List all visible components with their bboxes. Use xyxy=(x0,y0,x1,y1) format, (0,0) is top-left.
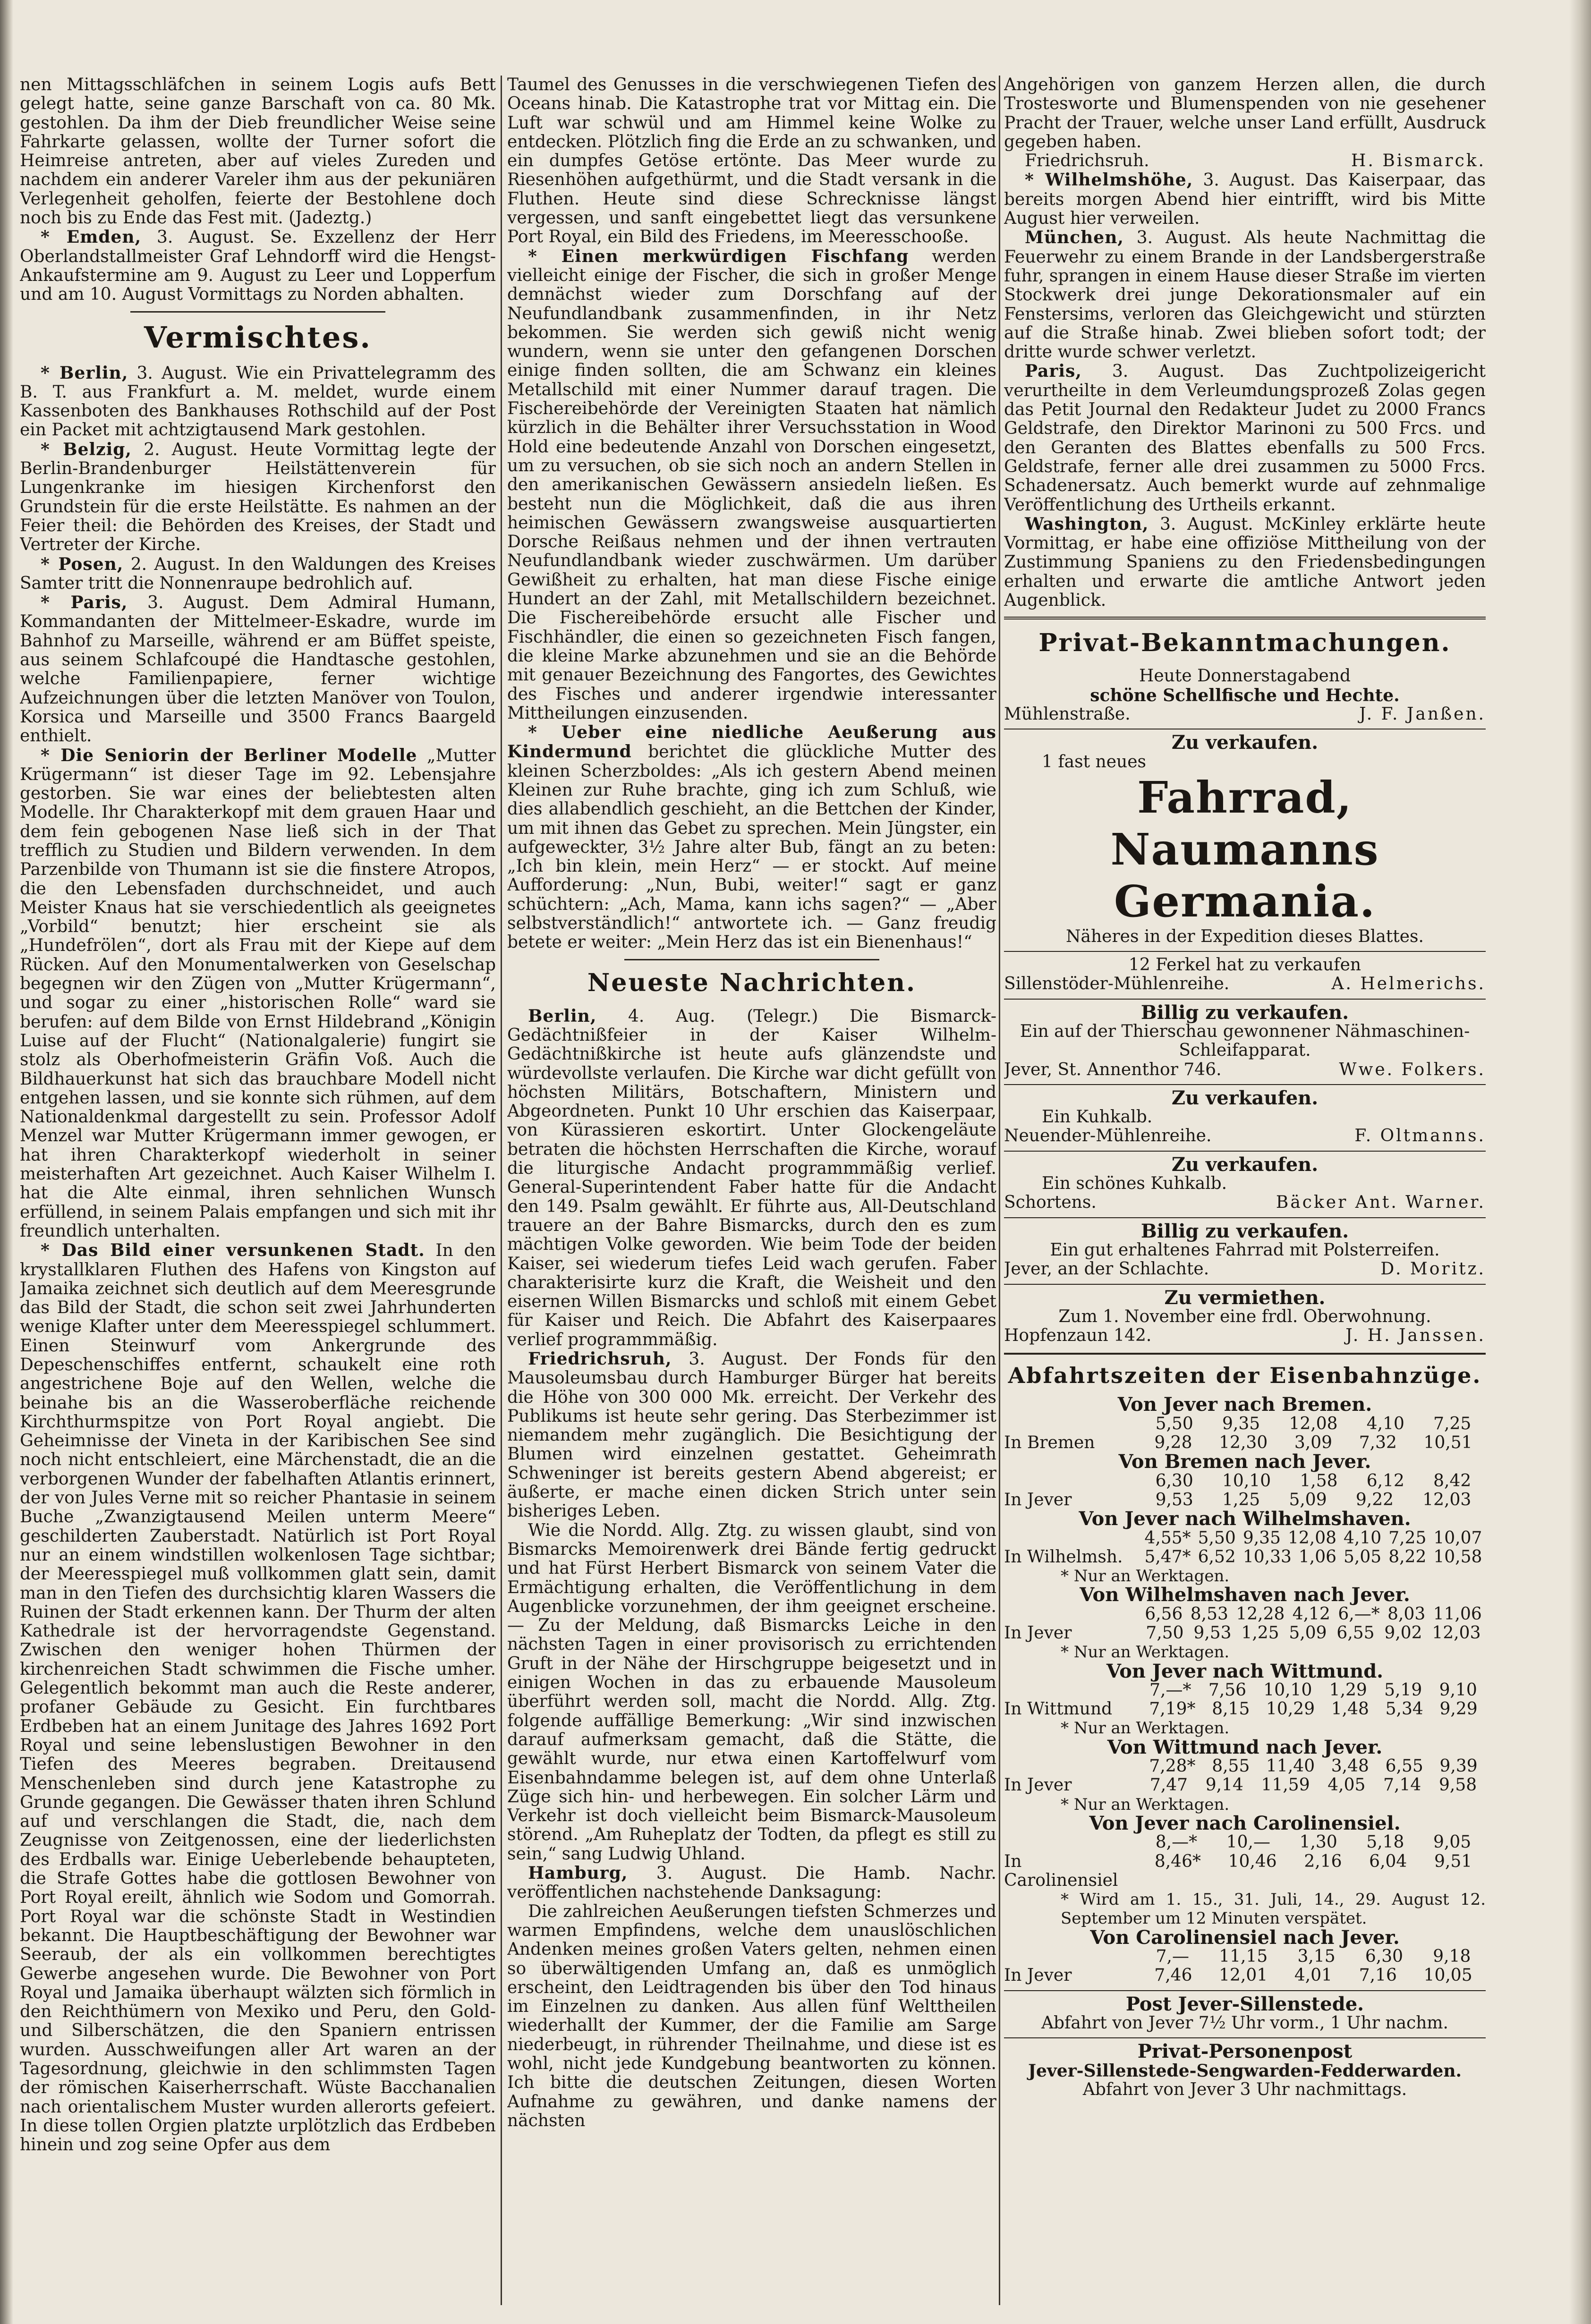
departure-time: 12,28 xyxy=(1236,1604,1285,1624)
departure-time: 7,50 xyxy=(1146,1623,1184,1643)
departure-time: 5,19 xyxy=(1384,1680,1422,1700)
dateline: * Posen, xyxy=(41,554,124,574)
row-label: In Jever xyxy=(1004,1490,1072,1510)
departure-time: 12,03 xyxy=(1432,1623,1481,1643)
signature-place: Friedrichsruh. xyxy=(1025,151,1149,171)
departure-time: 6,30 xyxy=(1365,1947,1403,1967)
section-divider xyxy=(624,959,879,960)
departure-time: 7,47 xyxy=(1149,1775,1188,1795)
departure-time: 10,46 xyxy=(1228,1851,1277,1871)
section-title-eisenbahn: Abfahrtszeiten der Eisenbahnzüge. xyxy=(1008,1363,1482,1389)
ad-divider xyxy=(1004,1990,1486,1991)
departure-time: 3,09 xyxy=(1294,1433,1333,1453)
departure-time: 8,42 xyxy=(1433,1471,1472,1491)
departure-time: 1,25 xyxy=(1222,1490,1260,1510)
timetable-row xyxy=(1004,1757,1486,1776)
ad-divider xyxy=(1004,1217,1486,1218)
article-seniorin: * Die Seniorin der Berliner Modelle „Mutter Krügermann“ ist dieser Tage im 92. Lebensjahre gestorben. Sie war eines der beliebtesten alten Modelle. Ihr Charakterkopf mit dem grauen Haar und dem fein gebogenen Nase ließ sich in der That trefflich zu Studien und Bildern verwenden. In dem Parzenbilde von Thumann ist sie die finstere Atropos, die den Lebensfaden durchschneidet, und auch Meister Knaus hat sie verschiedentlich als geeignetes „Vorbild“ benutzt; hier erscheint sie als „Hundefrölen“, dort als Frau mit der Kiepe auf dem Rücken. Auf den Monumentalwerken von Geselschap begegnen wir den Zügen von „Mutter Krügermann“, und sogar zu einer „historischen Rolle“ ward sie berufen: auf dem Bilde von Ernst Hildebrand „Königin Luise auf der Flucht“ (Nationalgalerie) fungirt sie stolz als Oberhofmeisterin Gräfin Voß. Auch die Bildhauerkunst hat sich das brauchbare Modell nicht entgehen lassen, und sie konnte sich rühmen, auf dem Nationaldenkmal dargestellt zu sein. Professor Adolf Menzel war Mutter Krügermann immer gewogen, er hat ihren Charakterkopf wiederholt in seiner meisterhaften Art gezeichnet. Auch Kaiser Wilhelm I. hat die Alte einmal, ihren sehnlichen Wunsch erfüllend, in seinem Palais empfangen und sich mit ihr freundlich unterhalten. xyxy=(20,745,496,1241)
departure-time: 5,50 xyxy=(1198,1528,1236,1548)
article-kindermund: * Ueber eine niedliche Aeußerung aus Kindermund berichtet die glückliche Mutter des kleinen Scherzboldes: „Als ich gestern Abend meinen Kleinen zur Ruhe brachte, ging ich zum Schluß, wie dies allabendlich geschieht, an die Bettchen der Kinder, um mit ihnen das Gebet zu sprechen. Mein Jüngster, ein aufgeweckter, 3½ Jahre alter Bub, fängt an zu beten: „Ich bin klein, mein Herz“ — er stockt. Auf meine Aufforderung: „Nun, Bubi, weiter!“ sagt er ganz schüchtern: „Ach, Mama, kann ichs sagen?“ — „Aber selbstverständlich!“ antwortete ich. — Ganz freudig betete er weiter: „Mein Herz das ist ein Bienenhaus!“ xyxy=(507,722,996,952)
timetable-row xyxy=(1004,1624,1486,1643)
departure-time: 1,25 xyxy=(1241,1623,1279,1643)
row-label xyxy=(1004,1757,1141,1776)
departure-time: 9,02 xyxy=(1384,1623,1422,1643)
row-label: In Jever xyxy=(1004,1966,1072,1985)
timetable-row xyxy=(1004,1605,1486,1624)
article-headline: * Ueber eine niedliche Aeußerung aus Kindermund xyxy=(507,722,996,762)
route-title: Von Jever nach Wittmund. xyxy=(1106,1660,1384,1682)
departure-time: 9,05 xyxy=(1433,1832,1472,1852)
timetable-row xyxy=(1004,1433,1486,1452)
departure-time: 11,40 xyxy=(1266,1756,1315,1776)
column-1 xyxy=(20,76,496,2305)
departure-time: 7,— xyxy=(1156,1947,1189,1967)
row-label: In Bremen xyxy=(1004,1433,1095,1453)
page-spine-shadow xyxy=(0,0,13,2324)
section-divider xyxy=(1004,617,1486,619)
row-label: In Wittmund xyxy=(1004,1699,1113,1719)
row-label: In Carolinensiel xyxy=(1004,1851,1118,1890)
ad-schellfische: Heute Donnerstagabend schöne Schellfische und Hechte. Mühlenstraße. J. F. Janßen. xyxy=(1004,666,1486,724)
article-headline: * Das Bild einer versunkenen Stadt. xyxy=(41,1240,425,1261)
departure-time: 10,51 xyxy=(1423,1433,1472,1453)
departure-time: 3,48 xyxy=(1331,1756,1369,1776)
departure-time: 9,51 xyxy=(1434,1851,1472,1871)
departure-time: 4,05 xyxy=(1327,1775,1366,1795)
route-note: * Nur an Werktagen. xyxy=(1061,1795,1230,1814)
article-versunkene-stadt: * Das Bild einer versunkenen Stadt. In den krystallklaren Fluthen des Hafens von Kingston auf Jamaika zeichnet sich deutlich auf dem Meeresgrunde das Bild der Stadt, die schon seit zwei Jahrhunderten wenige Klafter unter dem Meeresspiegel schlummert. Einen Steinwurf vom Ankergrunde des Depeschenschiffes entfernt, schaukelt eine roth angestrichene Boje auf den Wellen, welche die beinahe bis an die Wasseroberfläche reichende Kirchthurmspitze von Port Royal angiebt. Die Geheimnisse der Vineta in der Karibischen See sind noch nicht entschleiert, eine Märchenstadt, die an die verborgenen Wunder der fabelhaften Atlantis erinnert, der von Jules Verne mit so reicher Phantasie in seinem Buche „Zwanzigtausend Meilen unterm Meere“ geschilderten Zauberstadt. Natürlich ist Port Royal nur an einem windstillen wolkenlosen Tage sichtbar; der Meeresspiegel muß vollkommen glatt sein, damit man in den Tiefen des durchsichtig klaren Wassers die Ruinen der Stadt erkennen kann. Der Thurm der alten Kathedrale ist der hervorragendste Gegenstand. Zwischen den weniger hohen Thürmen der kirchenreichen Stadt schwimmen die Fische umher. Gelegentlich bekommt man auch die Reste anderer, profaner Gebäude zu Gesicht. Ein furchtbares Erdbeben hat an einem Junitage des Jahres 1692 Port Royal und seine lebenslustigen Bewohner in den Tiefen des Meeres begraben. Dreitausend Menschenleben sind durch jene Katastrophe zu Grunde gegangen. Die Gewässer thaten ihren Schlund auf und verschlangen die Stadt, die, nach dem Zeugnisse von Zeitgenossen, eine der liederlichsten des Erdballs war. Einige Ueberlebende behaupteten, die Strafe Gottes habe die gottlosen Bewohner von Port Royal ereilt, ähnlich wie Sodom und Gomorrah. Port Royal war die schönste Stadt in Westindien bekannt. Die Hauptbeschäftigung der Bewohner war Seeraub, der als ein vollkommen berechtigtes Gewerbe angesehen wurde. Die Bewohner von Port Royal und Jamaika überhaupt wälzten sich förmlich in den Reichthümern von Mexiko und Peru, den Gold- und Silberschätzen, die den Spaniern entrissen wurden. Ausschweifungen aller Art waren an der Tagesordnung, gleichwie in den schlimmsten Tagen der römischen Kaiserherrschaft. Wüste Bacchanalien nach orientalischem Muster wurden allerorts gefeiert. In diese tollen Orgien platzte urplötzlich das Erdbeben hinein und zog seine Opfer aus dem xyxy=(20,1240,496,2155)
dateline: * Belzig, xyxy=(41,439,132,459)
article-headline: * Die Seniorin der Berliner Modelle xyxy=(41,745,417,765)
row-label xyxy=(1004,1415,1141,1433)
departure-time: 9,14 xyxy=(1205,1775,1243,1795)
ad-divider xyxy=(1004,999,1486,1000)
departure-time: 7,19* xyxy=(1149,1699,1196,1719)
departure-time: 9,58 xyxy=(1438,1775,1477,1795)
departure-time: 1,06 xyxy=(1298,1547,1337,1567)
departure-time: 1,58 xyxy=(1300,1471,1338,1491)
departure-time: 5,18 xyxy=(1366,1832,1404,1852)
dateline: * Wilhelmshöhe, xyxy=(1025,170,1193,190)
ad-oberwohnung: Zu vermiethen. Zum 1. November eine frdl. Oberwohnung. Hopfenzaun 142. J. H. Janssen. xyxy=(1004,1286,1486,1346)
departure-time: 1,48 xyxy=(1331,1699,1369,1719)
ad-schleifapparat: Billig zu verkaufen. Ein auf der Thierschau gewonnener Nähmaschinen-Schleifapparat. Jever, St. Annenthor 746. Wwe. Folkers. xyxy=(1004,1001,1486,1079)
section-title-privat-bekanntmachungen: Privat-Bekanntmachungen. xyxy=(1038,628,1451,658)
departure-time: 6,04 xyxy=(1369,1851,1407,1871)
route-note: * Nur an Werktagen. xyxy=(1061,1567,1230,1586)
departure-time: 7,25 xyxy=(1388,1528,1427,1548)
departure-time: 4,55* xyxy=(1144,1528,1191,1548)
timetable-row xyxy=(1004,1776,1486,1795)
news-hamburg: Hamburg, 3. August. Die Hamb. Nachr. veröffentlichen nachstehende Danksagung: xyxy=(507,1863,996,1902)
ad-divider xyxy=(1004,1151,1486,1152)
news-paris: Paris, 3. August. Das Zuchtpolizeigericht verurtheilte in dem Verleumdungsprozeß Zolas gegen das Petit Journal den Redakteur Judet zu 2000 Francs Geldstrafe, den Direktor Marinoni zu 500 Frcs. und den Geranten des Blattes ebenfalls zu 500 Frcs. Geldstrafe, ferner alle drei zusammen zu 5000 Frcs. Schadenersatz. Auch bemerkt wurde auf zehnmalige Veröffentlichung des Urtheils erkannt. xyxy=(1004,361,1486,515)
departure-time: 7,56 xyxy=(1208,1680,1246,1700)
column-rule-2 xyxy=(999,76,1000,2305)
ad-divider xyxy=(1004,1284,1486,1285)
departure-time: 12,03 xyxy=(1422,1490,1472,1510)
departure-time: 9,53 xyxy=(1193,1623,1232,1643)
departure-time: 10,33 xyxy=(1242,1547,1292,1567)
departure-time: 12,30 xyxy=(1219,1433,1268,1453)
timetable-row xyxy=(1004,1852,1486,1891)
departure-time: 3,15 xyxy=(1297,1947,1336,1967)
ad-fahrrad-polster: Billig zu verkaufen. Ein gut erhaltenes Fahrrad mit Polsterreifen. Jever, an der Schlachte. D. Moritz. xyxy=(1004,1220,1486,1279)
departure-time: 11,59 xyxy=(1261,1775,1310,1795)
departure-time: 6,30 xyxy=(1155,1471,1193,1491)
dateline: * Berlin, xyxy=(41,363,128,383)
departure-time: 5,09 xyxy=(1289,1490,1327,1510)
departure-time: 10,— xyxy=(1226,1832,1270,1852)
timetable-row xyxy=(1004,1681,1486,1700)
row-label xyxy=(1004,1472,1141,1491)
dateline: Hamburg, xyxy=(528,1863,628,1883)
ad-divider xyxy=(1004,2037,1486,2038)
departure-time: 1,30 xyxy=(1299,1832,1337,1852)
departure-time: 2,16 xyxy=(1304,1851,1342,1871)
departure-time: 9,53 xyxy=(1155,1490,1193,1510)
route-title: Von Wilhelmshaven nach Jever. xyxy=(1080,1584,1410,1606)
article-headline: * Einen merkwürdigen Fischfang xyxy=(528,246,909,266)
departure-time: 9,35 xyxy=(1222,1414,1260,1433)
ad-fahrrad-germania: Zu verkaufen. 1 fast neues Fahrrad, Naumanns Germania. Näheres in der Expedition dieses Blattes. xyxy=(1042,731,1424,946)
departure-time: 9,18 xyxy=(1433,1947,1471,1967)
timetable-row xyxy=(1004,1700,1486,1719)
route-title: Von Jever nach Carolinensiel. xyxy=(1089,1812,1401,1834)
section-title-neueste-nachrichten: Neueste Nachrichten. xyxy=(587,968,917,997)
departure-time: 7,25 xyxy=(1433,1414,1472,1433)
danksagung-continuation: Angehörigen von ganzem Herzen allen, die durch Trostesworte und Blumenspenden von nie gesehener Pracht der Trauer, welche unser Land erfüllt, Ausdruck gegeben haben. xyxy=(1004,76,1486,152)
ad-divider xyxy=(1004,1084,1486,1085)
row-label xyxy=(1004,1605,1141,1624)
departure-time: 6,52 xyxy=(1198,1547,1236,1567)
row-label: In Wilhelmsh. xyxy=(1004,1547,1123,1567)
departure-time: 9,28 xyxy=(1154,1433,1192,1453)
row-label xyxy=(1004,1529,1141,1548)
route-title: Von Bremen nach Jever. xyxy=(1118,1450,1371,1473)
section-divider xyxy=(130,311,385,313)
departure-time: 5,05 xyxy=(1344,1547,1382,1567)
article-berlin: * Berlin, 3. August. Wie ein Privattelegramm des B. T. aus Frankfurt a. M. meldet, wurde einem Kassenboten des Bankhauses Rothschild auf der Post ein Packet mit achtzigtausend Mark gestohlen. xyxy=(20,363,496,440)
departure-time: 4,10 xyxy=(1366,1414,1404,1433)
departure-time: 7,32 xyxy=(1359,1433,1397,1453)
departure-time: 12,01 xyxy=(1219,1966,1268,1985)
article-belzig: * Belzig, 2. August. Heute Vormittag legte der Berlin-Brandenburger Heilstättenverein für Lungenkranke im hiesigen Kirchenforst den Grundstein für die erste Heilstätte. Es nahmen an der Feier theil: die Behörden des Kreises, der Stadt und Vertreter der Kirche. xyxy=(20,439,496,555)
dateline: Paris, xyxy=(1025,361,1082,382)
departure-time: 7,16 xyxy=(1359,1966,1397,1985)
post-jever-sillenstede: Post Jever-Sillenstede. Abfahrt von Jever 7½ Uhr vorm., 1 Uhr nachm. xyxy=(1041,1993,1448,2033)
timetable-row xyxy=(1004,1548,1486,1567)
departure-time: 1,29 xyxy=(1329,1680,1367,1700)
article-continuation: Taumel des Genusses in die verschwiegenen Tiefen des Oceans hinab. Die Katastrophe trat vor Mittag ein. Die Luft war schwül und am Himmel keine Wolke zu entdecken. Plötzlich fing die Erde an zu schwanken, und ein dumpfes Getöse ertönte. Das Meer wurde zu Riesenhöhen aufgethürmt, und die Stadt versank in die Fluthen. Heute sind diese Schrecknisse längst vergessen, und sanft eingebettet liegt das versunkene Port Royal, ein Bild des Friedens, im Meeresschooße. xyxy=(507,76,996,247)
ad-divider xyxy=(1004,951,1486,952)
column-3 xyxy=(1004,76,1486,2305)
ad-divider xyxy=(1004,1353,1486,1355)
ad-kuhkalb-1: Zu verkaufen. Ein Kuhkalb. Neuender-Mühlenreihe. F. Oltmanns. xyxy=(1004,1086,1486,1146)
departure-time: 6,56 xyxy=(1145,1604,1183,1624)
departure-time: 6,55 xyxy=(1336,1623,1375,1643)
article-posen: * Posen, 2. August. In den Waldungen des Kreises Samter tritt die Nonnenraupe bedrohlich auf. xyxy=(20,554,496,593)
news-muenchen: München, 3. August. Als heute Nachmittag die Feuerwehr zu einem Brande in der Landsbergerstraße fuhr, sprangen in einem Hause dieser Straße im vierten Stockwerk drei junge Dekorationsmaler auf ein Fenstersims, verloren das Gleichgewicht und stürzten auf die Straße hinab. Zwei blieben sofort todt; der dritte wurde schwer verletzt. xyxy=(1004,228,1486,362)
departure-time: 7,28* xyxy=(1149,1756,1196,1776)
departure-time: 6,55 xyxy=(1385,1756,1423,1776)
departure-time: 9,22 xyxy=(1355,1490,1394,1510)
route-title: Von Jever nach Wilhelmshaven. xyxy=(1079,1508,1411,1530)
dateline: * Paris, xyxy=(41,593,128,613)
dateline: München, xyxy=(1025,228,1124,248)
dateline: Friedrichsruh, xyxy=(528,1349,672,1369)
section-title-vermischtes: Vermischtes. xyxy=(144,320,372,355)
departure-time: 4,12 xyxy=(1292,1604,1330,1624)
row-label xyxy=(1004,1947,1141,1966)
departure-time: 5,34 xyxy=(1385,1699,1423,1719)
route-note: * Nur an Werktagen. xyxy=(1061,1719,1230,1738)
route-title: Von Wittmund nach Jever. xyxy=(1107,1736,1383,1758)
departure-time: 10,10 xyxy=(1222,1471,1271,1491)
ad-kuhkalb-2: Zu verkaufen. Ein schönes Kuhkalb. Schortens. Bäcker Ant. Warner. xyxy=(1004,1153,1486,1213)
timetable-row xyxy=(1004,1833,1486,1852)
departure-time: 10,05 xyxy=(1423,1966,1472,1985)
ad-ferkel: 12 Ferkel hat zu verkaufen Sillenstöder-Mühlenreihe. A. Helmerichs. xyxy=(1004,955,1486,994)
post-privat-personenpost: Privat-Personenpost Jever-Sillenstede-Sengwarden-Fedderwarden. Abfahrt von Jever 3 Uhr nachmittags. xyxy=(1028,2040,1462,2099)
departure-time: 8,03 xyxy=(1387,1604,1426,1624)
dateline: Washington, xyxy=(1025,514,1149,534)
departure-time: 8,15 xyxy=(1212,1699,1250,1719)
train-timetable xyxy=(1004,1395,1486,1985)
timetable-row xyxy=(1004,1529,1486,1548)
departure-time: 8,—* xyxy=(1155,1832,1198,1852)
departure-time: 8,55 xyxy=(1212,1756,1250,1776)
signature-name: H. Bismarck. xyxy=(1351,151,1486,171)
news-washington: Washington, 3. August. McKinley erklärte heute Vormittag, er habe eine offiziöse Mittheilung von der Zustimmung Spaniens zu den Friedensbedingungen erhalten und erwarte die amtliche Antwort jeden Augenblick. xyxy=(1004,514,1486,611)
departure-time: 5,09 xyxy=(1289,1623,1327,1643)
departure-time: 6,12 xyxy=(1366,1471,1404,1491)
departure-time: 8,46* xyxy=(1154,1851,1201,1871)
article-paris: * Paris, 3. August. Dem Admiral Humann, Kommandanten der Mittelmeer-Eskadre, wurde im Bahnhof zu Marseille, während er am Büffet speiste, aus seinem Schlafcoupé die Handtasche gestohlen, welche Familienpapiere, ferner wichtige Aufzeichnungen über die letzten Manöver von Toulon, Korsica und Marseille und 3500 Francs Baargeld enthielt. xyxy=(20,593,496,746)
departure-time: 7,46 xyxy=(1154,1966,1192,1985)
departure-time: 5,50 xyxy=(1155,1414,1193,1433)
signature-line xyxy=(1004,152,1486,170)
departure-time: 7,14 xyxy=(1383,1775,1421,1795)
departure-time: 12,08 xyxy=(1287,1528,1337,1548)
article-continuation: nen Mittagsschläfchen in seinem Logis aufs Bett gelegt hatte, seine ganze Barschaft von ca. 80 Mk. gestohlen. Da ihm der Dieb freundlicher Weise seine Fahrkarte gelassen, wollte der Turner sofort die Heimreise antreten, aber auf vieles Zureden und nachdem ein anderer Vareler ihm aus der pekuniären Verlegenheit geholfen, feierte der Bestohlene doch noch bis zu Ende das Fest mit. (Jadeztg.) xyxy=(20,76,496,228)
timetable-row xyxy=(1004,1472,1486,1491)
dateline: Berlin, xyxy=(528,1006,597,1026)
dateline: * Emden, xyxy=(41,227,142,247)
route-title: Von Jever nach Bremen. xyxy=(1117,1393,1372,1416)
departure-time: 11,06 xyxy=(1433,1604,1482,1624)
departure-time: 9,29 xyxy=(1439,1699,1478,1719)
column-rule-1 xyxy=(501,76,502,2305)
departure-time: 6,—* xyxy=(1338,1604,1380,1624)
row-label: In Jever xyxy=(1004,1623,1072,1643)
departure-time: 9,10 xyxy=(1439,1680,1477,1700)
row-label: In Jever xyxy=(1004,1775,1072,1795)
departure-time: 8,53 xyxy=(1190,1604,1228,1624)
news-wilhelmshoehe: * Wilhelmshöhe, 3. August. Das Kaiserpaar, das bereits morgen Abend hier eintrifft, wird bis Mitte August hier verweilen. xyxy=(1004,170,1486,229)
departure-time: 10,10 xyxy=(1263,1680,1312,1700)
departure-time: 10,29 xyxy=(1266,1699,1315,1719)
departure-time: 9,39 xyxy=(1439,1756,1478,1776)
departure-time: 7,—* xyxy=(1149,1680,1191,1700)
departure-time: 10,07 xyxy=(1433,1528,1482,1548)
article-emden: * Emden, 3. August. Se. Exzellenz der Herr Oberlandstallmeister Graf Lehndorff wird die Hengst-Ankaufstermine am 9. August zu Leer und Lopperfum und am 10. August Vormittags zu Norden abhalten. xyxy=(20,227,496,305)
timetable-row xyxy=(1004,1947,1486,1966)
news-nordd-ztg: Wie die Nordd. Allg. Ztg. zu wissen glaubt, sind von Bismarcks Memoirenwerk drei Bände fertig gedruckt und hat Fürst Herbert Bismarck von seinem Vater die Ermächtigung erhalten, die Veröffentlichung in dem Augenblicke vorzunehmen, der ihm geeignet erscheine. — Zu der Meldung, daß Bismarcks Leiche in den nächsten Tagen in einer provisorisch zu errichtenden Gruft in der Nähe der Hirschgruppe beigesetzt und in einigen Wochen in das zu erbauende Mausoleum überführt werden soll, macht die Nordd. Allg. Ztg. folgende auffällige Bemerkung: „Wir sind inzwischen darauf aufmerksam gemacht, daß die Stätte, die gewählt wurde, nur etwa einen Kartoffelwurf vom Eisenbahndamme belegen ist, auf dem ohne Unterlaß Züge sich hin- und herbewegen. Ein solcher Lärm und Verkehr ist doch vielleicht beim Bismarck-Mausoleum störend. „Am Ruheplatz der Todten, da pflegt es still zu sein,“ sang Ludwig Uhland. xyxy=(507,1520,996,1864)
departure-time: 11,15 xyxy=(1219,1947,1268,1967)
row-label xyxy=(1004,1681,1141,1700)
timetable-row xyxy=(1004,1966,1486,1985)
row-label xyxy=(1004,1833,1141,1852)
page-edge-shadow xyxy=(1569,0,1591,2324)
departure-time: 5,47* xyxy=(1144,1547,1191,1567)
departure-time: 8,22 xyxy=(1388,1547,1427,1567)
departure-time: 4,01 xyxy=(1294,1966,1333,1985)
route-note: * Wird am 1. 15., 31. Juli, 14., 29. August 12. September um 12 Minuten verspätet. xyxy=(1061,1890,1486,1928)
timetable-row xyxy=(1004,1491,1486,1510)
route-title: Von Carolinensiel nach Jever. xyxy=(1090,1926,1400,1949)
departure-time: 9,35 xyxy=(1242,1528,1281,1548)
route-note: * Nur an Werktagen. xyxy=(1061,1643,1230,1662)
news-berlin: Berlin, 4. Aug. (Telegr.) Die Bismarck-Gedächtnißfeier in der Kaiser Wilhelm-Gedächtnißkirche ist heute aufs glänzendste und würdevollste verlaufen. Die Kirche war dicht gefüllt von höchsten Militärs, Botschaftern, Ministern und Abgeordneten. Punkt 10 Uhr erschien das Kaiserpaar, von Kürassieren eskortirt. Unter Glockengeläute betraten die höchsten Herrschaften die Kirche, worauf die liturgische Andacht programmmäßig verlief. General-Superintendent Faber hatte für die Andacht den 149. Psalm gewählt. Er führte aus, All-Deutschland trauere an der Bahre Bismarcks, durch den es zum mächtigen Volke geworden. Wie beim Tode der beiden Kaiser, sei wiederum tiefes Leid wach gerufen. Faber charakterisirte kurz die Kraft, die Weisheit und den eisernen Willen Bismarcks und schloß mit einem Gebet für Kaiser und Reich. Die Abfahrt des Kaiserpaares verlief programmmäßig. xyxy=(507,1006,996,1349)
departure-time: 12,08 xyxy=(1289,1414,1338,1433)
danksagung-text: Die zahlreichen Aeußerungen tiefsten Schmerzes und warmen Empfindens, welche dem unauslöschlichen Andenken meines großen Vaters gelten, nehmen einen so überwältigenden Umfang an, daß es unmöglich erscheint, den Leidtragenden bis über den Tod hinaus im Einzelnen zu danken. Aus allen fünf Welttheilen wiederhallt der Kummer, der die Familie am Sarge niederbeugt, in rührender Theilnahme, und diese ist es wohl, nicht jede Kundgebung beantworten zu können. Ich bitte die deutschen Zeitungen, diesen Worten Aufnahme zu gewähren, und danke namens der nächsten xyxy=(507,1901,996,2130)
departure-time: 10,58 xyxy=(1433,1547,1482,1567)
timetable-row xyxy=(1004,1415,1486,1433)
news-friedrichsruh: Friedrichsruh, 3. August. Der Fonds für den Mausoleumsbau durch Hamburger Bürger hat bereits die Höhe von 300 000 Mk. erreicht. Der Verkehr des Publikums ist heute sehr gering. Das Sterbezimmer ist niemandem mehr zugänglich. Die Besichtigung der Blumen wird einzelnen gestattet. Geheimrath Schweninger ist bereits gestern Abend abgereist; er äußerte, er mache einen dicken Strich unter sein bisheriges Leben. xyxy=(507,1349,996,1521)
departure-time: 4,10 xyxy=(1344,1528,1382,1548)
column-2 xyxy=(507,76,996,2305)
article-fischfang: * Einen merkwürdigen Fischfang werden vielleicht einige der Fischer, die sich in großer Menge demnächst wieder zum Dorschfang auf der Neufundlandbank zusammenfinden, in ihr Netz bekommen. Sie werden sich gewiß nicht wenig wundern, wenn sie unter den gefangenen Dorschen einige finden sollten, die am Schwanz ein kleines Metallschild mit einer Nummer darauf tragen. Die Fischereibehörde der Vereinigten Staaten hat nämlich kürzlich in die Behälter ihrer Versuchsstation in Wood Hold eine bedeutende Anzahl von Dorschen eingesetzt, um zu versuchen, ob sie sich noch an andern Stellen in den amerikanischen Gewässern ansiedeln ließen. Es besteht nun die Möglichkeit, daß die aus ihren heimischen Gewässern zwangsweise ausquartierten Dorsche Reißaus nehmen und der ihnen vertrauten Neufundlandbank wieder zuschwärmen. Um darüber Gewißheit zu erhalten, hat man diese Fische einige Hundert an der Zahl, mit Metallschildern bezeichnet. Die Fischereibehörde ersucht alle Fischer und Fischhändler, die einen so gezeichneten Fisch fangen, die kleine Marke abzunehmen und sie an die Behörde mit genauer Bezeichnung des Fangortes, des Gewichtes des Fisches und anderer irgendwie interessanter Mittheilungen einzusenden. xyxy=(507,246,996,723)
